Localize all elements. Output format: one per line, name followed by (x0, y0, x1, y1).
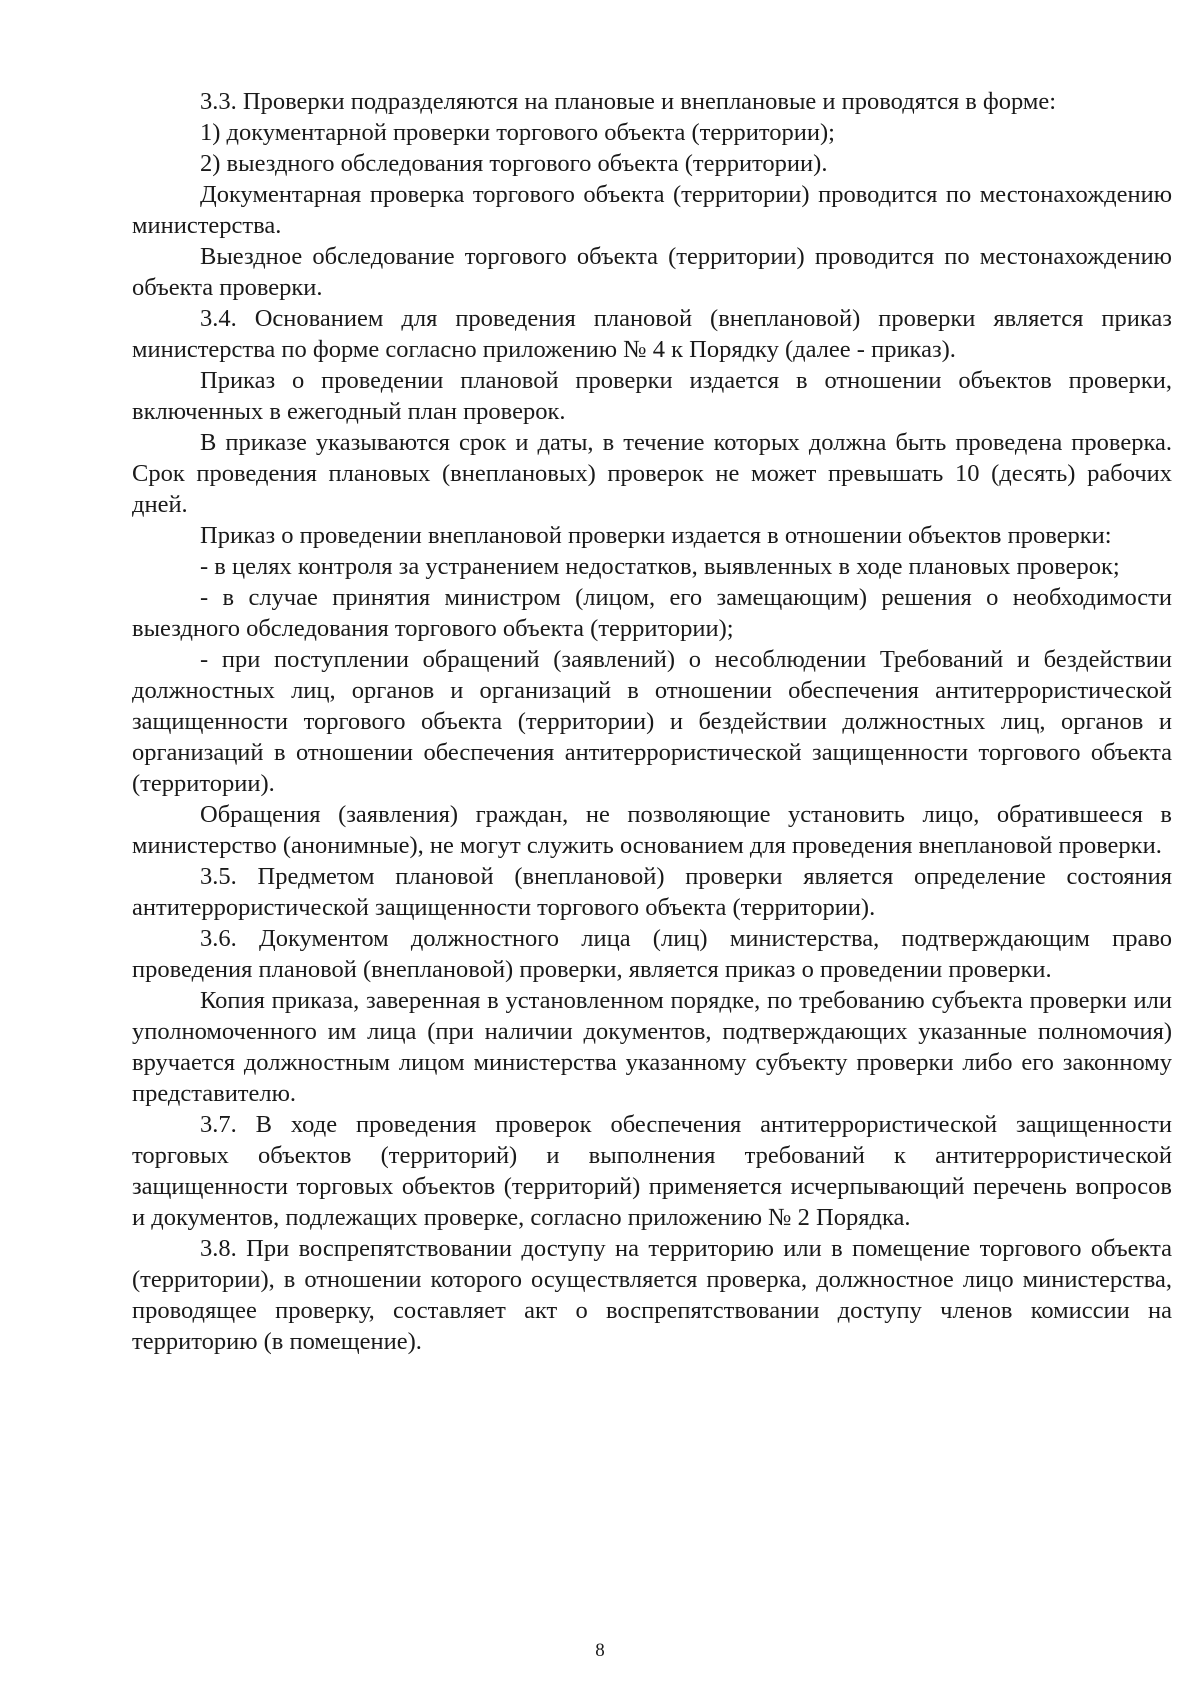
paragraph-3-8: 3.8. При воспрепятствовании доступу на территорию или в помещение торгового объекта (территории), в отношении которого осуществляется проверка, должностное лицо министерства, проводящее проверку, составляет акт о воспрепятствовании доступу членов комиссии на территорию (в помещение). (132, 1235, 1172, 1355)
paragraph-order-copy: Копия приказа, заверенная в установленном порядке, по требованию субъекта проверки или уполномоченного им лица (при наличии документов, подтверждающих указанные полномочия) вручается должностным лицом министерства указанному субъекту проверки либо его законному представителю. (132, 987, 1172, 1107)
list-item-deficiency-control: - в целях контроля за устранением недостатков, выявленных в ходе плановых проверок; (200, 553, 1120, 580)
page-number: 8 (595, 1640, 605, 1661)
list-item-field-inspection: 2) выездного обследования торгового объекта (территории). (200, 150, 828, 177)
paragraph-anonymous-complaints: Обращения (заявления) граждан, не позволяющие установить лицо, обратившееся в министерство (анонимные), не могут служить основанием для проведения внеплановой проверки. (132, 801, 1172, 859)
paragraph-documentary-location: Документарная проверка торгового объекта (территории) проводится по местонахождению министерства. (132, 181, 1172, 239)
paragraph-field-location: Выездное обследование торгового объекта (территории) проводится по местонахождению объекта проверки. (132, 243, 1172, 301)
paragraph-unplanned-order: Приказ о проведении внеплановой проверки издается в отношении объектов проверки: (200, 522, 1112, 549)
paragraph-order-dates: В приказе указываются срок и даты, в течение которых должна быть проведена проверка. Срок проведения плановых (внеплановых) проверок не может превышать 10 (десять) рабочих дней. (132, 429, 1172, 518)
document-body (132, 86, 1172, 1357)
paragraph-3-5: 3.5. Предметом плановой (внеплановой) проверки является определение состояния антитеррористической защищенности торгового объекта (территории). (132, 863, 1172, 921)
paragraph-3-7: 3.7. В ходе проведения проверок обеспечения антитеррористической защищенности торговых объектов (территорий) и выполнения требований к антитеррористической защищенности торговых объектов (территорий) применяется исчерпывающий перечень вопросов и документов, подлежащих проверке, согласно приложению № 2 Порядка. (132, 1111, 1172, 1231)
list-item-minister-decision: - в случае принятия министром (лицом, его замещающим) решения о необходимости выездного обследования торгового объекта (территории); (132, 584, 1172, 642)
paragraph-planned-order: Приказ о проведении плановой проверки издается в отношении объектов проверки, включенных в ежегодный план проверок. (132, 367, 1172, 425)
list-item-documentary-check: 1) документарной проверки торгового объекта (территории); (200, 119, 835, 146)
paragraph-3-3: 3.3. Проверки подразделяются на плановые и внеплановые и проводятся в форме: (200, 88, 1057, 115)
paragraph-3-6: 3.6. Документом должностного лица (лиц) министерства, подтверждающим право проведения плановой (внеплановой) проверки, является приказ о проведении проверки. (132, 925, 1172, 983)
list-item-complaints: - при поступлении обращений (заявлений) о несоблюдении Требований и бездействии должностных лиц, органов и организаций в отношении обеспечения антитеррористической защищенности торгового объекта (территории) и бездействии должностных лиц, органов и организаций в отношении обеспечения антитеррористической защищенности торгового объекта (территории). (132, 646, 1172, 797)
paragraph-3-4: 3.4. Основанием для проведения плановой (внеплановой) проверки является приказ министерства по форме согласно приложению № 4 к Порядку (далее - приказ). (132, 305, 1172, 363)
